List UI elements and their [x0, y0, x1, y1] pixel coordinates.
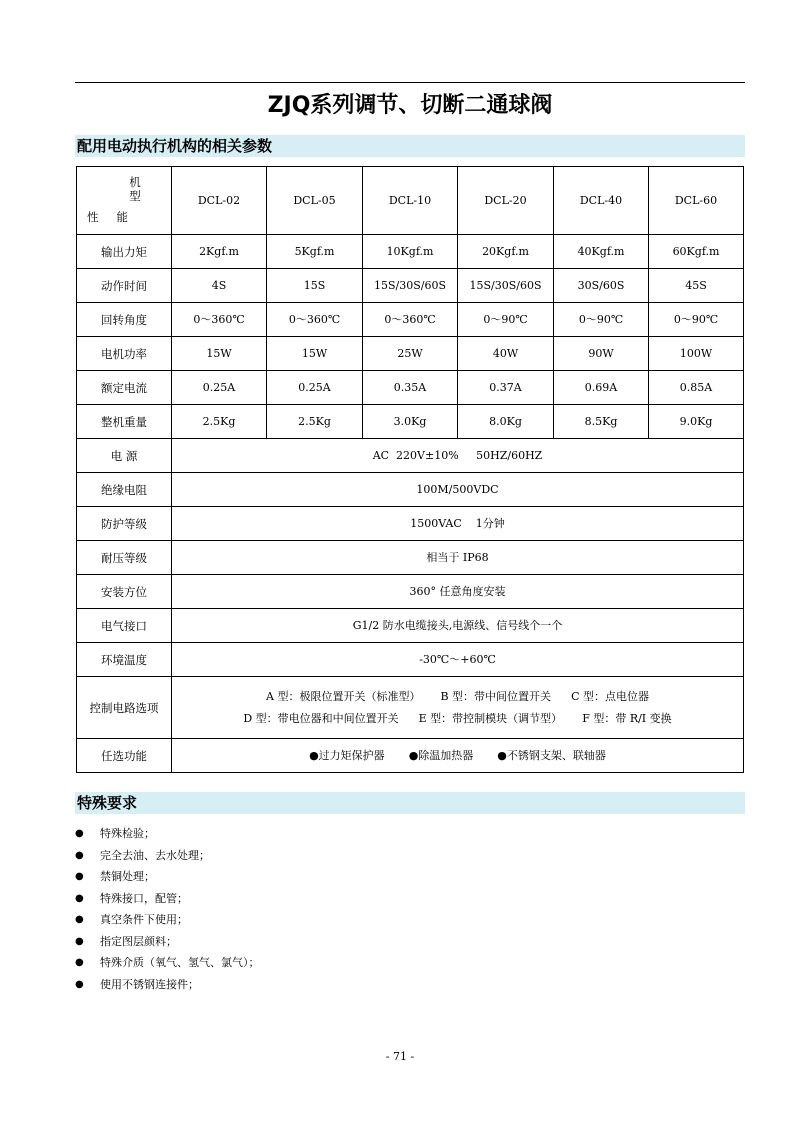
params-heading: 配用电动执行机构的相关参数: [75, 135, 745, 157]
requirement-item: [75, 845, 260, 867]
spec-table: [76, 166, 744, 773]
requirement-text: 特殊介质（氧气、氢气、氯气）；: [100, 956, 260, 969]
requirement-item: [75, 866, 260, 888]
spec-row: [77, 337, 744, 371]
control-option: F 型：带 R/I 变换: [582, 711, 672, 725]
bullet-icon: ●: [75, 849, 84, 861]
spec-value: 10Kgf.m: [363, 235, 458, 269]
spec-value: 0～360℃: [363, 303, 458, 337]
spec-value: 15W: [172, 337, 267, 371]
spec-row: [77, 235, 744, 269]
requirement-item: [75, 888, 260, 910]
options-line: [172, 708, 743, 730]
row-label: 动作时间: [77, 269, 172, 303]
row-label: 整机重量: [77, 405, 172, 439]
row-label: 耐压等级: [77, 541, 172, 575]
requirement-text: 特殊接口，配管；: [100, 891, 188, 905]
spec-value: 40W: [458, 337, 554, 371]
model-header: DCL-60: [649, 167, 744, 235]
row-label: 控制电路选项: [77, 677, 172, 739]
spec-value: 40Kgf.m: [554, 235, 649, 269]
spec-row: [77, 303, 744, 337]
spec-value: 100W: [649, 337, 744, 371]
bullet-icon: ●: [75, 935, 84, 947]
spec-value: 2.5Kg: [172, 405, 267, 439]
model-header: DCL-05: [267, 167, 363, 235]
spec-span-value: 1500VAC 1分钟: [172, 507, 744, 541]
spec-row: [77, 473, 744, 507]
spec-value: 15S/30S/60S: [458, 269, 554, 303]
spec-value: 60Kgf.m: [649, 235, 744, 269]
spec-value: 25W: [363, 337, 458, 371]
row-label: 电气接口: [77, 609, 172, 643]
spec-value: 5Kgf.m: [267, 235, 363, 269]
requirement-text: 完全去油、去水处理；: [100, 848, 210, 862]
spec-row: [77, 269, 744, 303]
spec-value: 0～90℃: [554, 303, 649, 337]
spec-value: 0.37A: [458, 371, 554, 405]
spec-value: 15S/30S/60S: [363, 269, 458, 303]
row-label: 输出力矩: [77, 235, 172, 269]
model-header: DCL-20: [458, 167, 554, 235]
spec-span-value: G1/2 防水电缆接头,电源线、信号线个一个: [172, 609, 744, 643]
spec-span-value: 相当于 IP68: [172, 541, 744, 575]
bullet-icon: ●: [75, 957, 84, 968]
spec-row: [77, 507, 744, 541]
model-header: DCL-10: [363, 167, 458, 235]
requirement-text: 禁铜处理；: [100, 870, 155, 883]
special-requirements-list: [75, 823, 260, 995]
spec-span-value: -30℃～+60℃: [172, 643, 744, 677]
spec-value: 15W: [267, 337, 363, 371]
spec-value: 2Kgf.m: [172, 235, 267, 269]
requirement-text: 使用不锈钢连接件；: [100, 977, 199, 991]
control-option: E 型：带控制模块（调节型）: [418, 711, 563, 725]
requirement-text: 特殊检验；: [100, 827, 155, 840]
spec-value: 0～360℃: [172, 303, 267, 337]
control-option: A 型：极限位置开关（标准型）: [266, 689, 421, 703]
bullet-icon: ●: [75, 871, 84, 882]
row-label: 电 源: [77, 439, 172, 473]
row-label: 防护等级: [77, 507, 172, 541]
spec-row: [77, 575, 744, 609]
spec-value: 0.85A: [649, 371, 744, 405]
spec-row: [77, 371, 744, 405]
optional-feature: ●不锈钢支架、联轴器: [497, 748, 606, 762]
spec-row: [77, 439, 744, 473]
row-label: 安装方位: [77, 575, 172, 609]
spec-value: 0.69A: [554, 371, 649, 405]
spec-row: [77, 609, 744, 643]
spec-row: [77, 643, 744, 677]
requirement-item: [75, 974, 260, 996]
optional-features-row: [77, 739, 744, 773]
bullet-icon: ●: [75, 828, 84, 839]
spec-value: 8.0Kg: [458, 405, 554, 439]
spec-value: 2.5Kg: [267, 405, 363, 439]
options-line: [172, 686, 743, 708]
spec-value: 0～360℃: [267, 303, 363, 337]
spec-value: 8.5Kg: [554, 405, 649, 439]
spec-value: 0～90℃: [649, 303, 744, 337]
requirement-item: [75, 931, 260, 953]
model-header-row: [77, 167, 744, 235]
row-label: 电机功率: [77, 337, 172, 371]
row-label: 额定电流: [77, 371, 172, 405]
requirement-item: [75, 823, 260, 845]
top-rule: [75, 82, 745, 83]
corner-top-label: 机型: [129, 175, 159, 203]
control-option: D 型：带电位器和中间位置开关: [243, 711, 399, 725]
requirement-item: [75, 952, 260, 974]
bullet-icon: ●: [75, 978, 84, 990]
optional-feature: ●过力矩保护器: [309, 748, 385, 762]
requirement-text: 真空条件下使用；: [100, 913, 188, 926]
bullet-icon: ●: [75, 914, 84, 925]
spec-span-value: 100M/500VDC: [172, 473, 744, 507]
spec-value: 0.25A: [172, 371, 267, 405]
model-header: DCL-40: [554, 167, 649, 235]
spec-value: 0～90℃: [458, 303, 554, 337]
requirement-item: [75, 909, 260, 931]
spec-span-value: 360° 任意角度安装: [172, 575, 744, 609]
bullet-icon: ●: [75, 892, 84, 904]
spec-value: 90W: [554, 337, 649, 371]
spec-value: 15S: [267, 269, 363, 303]
row-label: 回转角度: [77, 303, 172, 337]
optional-features-cell: [172, 739, 744, 773]
row-label: 任选功能: [77, 739, 172, 773]
control-option: C 型：点电位器: [571, 689, 649, 703]
spec-span-value: AC 220V±10% 50HZ/60HZ: [172, 439, 744, 473]
model-header: DCL-02: [172, 167, 267, 235]
control-options-cell: [172, 677, 744, 739]
control-options-row: [77, 677, 744, 739]
page-number: - 71 -: [385, 1050, 415, 1063]
corner-cell: [77, 167, 172, 235]
spec-value: 45S: [649, 269, 744, 303]
row-label: 绝缘电阻: [77, 473, 172, 507]
optional-feature: ●除温加热器: [408, 748, 474, 762]
requirement-text: 指定图层颜料；: [100, 934, 177, 948]
special-heading: 特殊要求: [75, 792, 745, 814]
spec-value: 4S: [172, 269, 267, 303]
spec-value: 9.0Kg: [649, 405, 744, 439]
spec-value: 0.25A: [267, 371, 363, 405]
row-label: 环境温度: [77, 643, 172, 677]
page-title: ZJQ系列调节、切断二通球阀: [267, 93, 553, 118]
corner-bottom-label: 性能: [87, 210, 146, 224]
control-option: B 型：带中间位置开关: [440, 689, 552, 703]
spec-row: [77, 541, 744, 575]
spec-value: 3.0Kg: [363, 405, 458, 439]
spec-row: [77, 405, 744, 439]
spec-value: 30S/60S: [554, 269, 649, 303]
spec-value: 0.35A: [363, 371, 458, 405]
spec-value: 20Kgf.m: [458, 235, 554, 269]
